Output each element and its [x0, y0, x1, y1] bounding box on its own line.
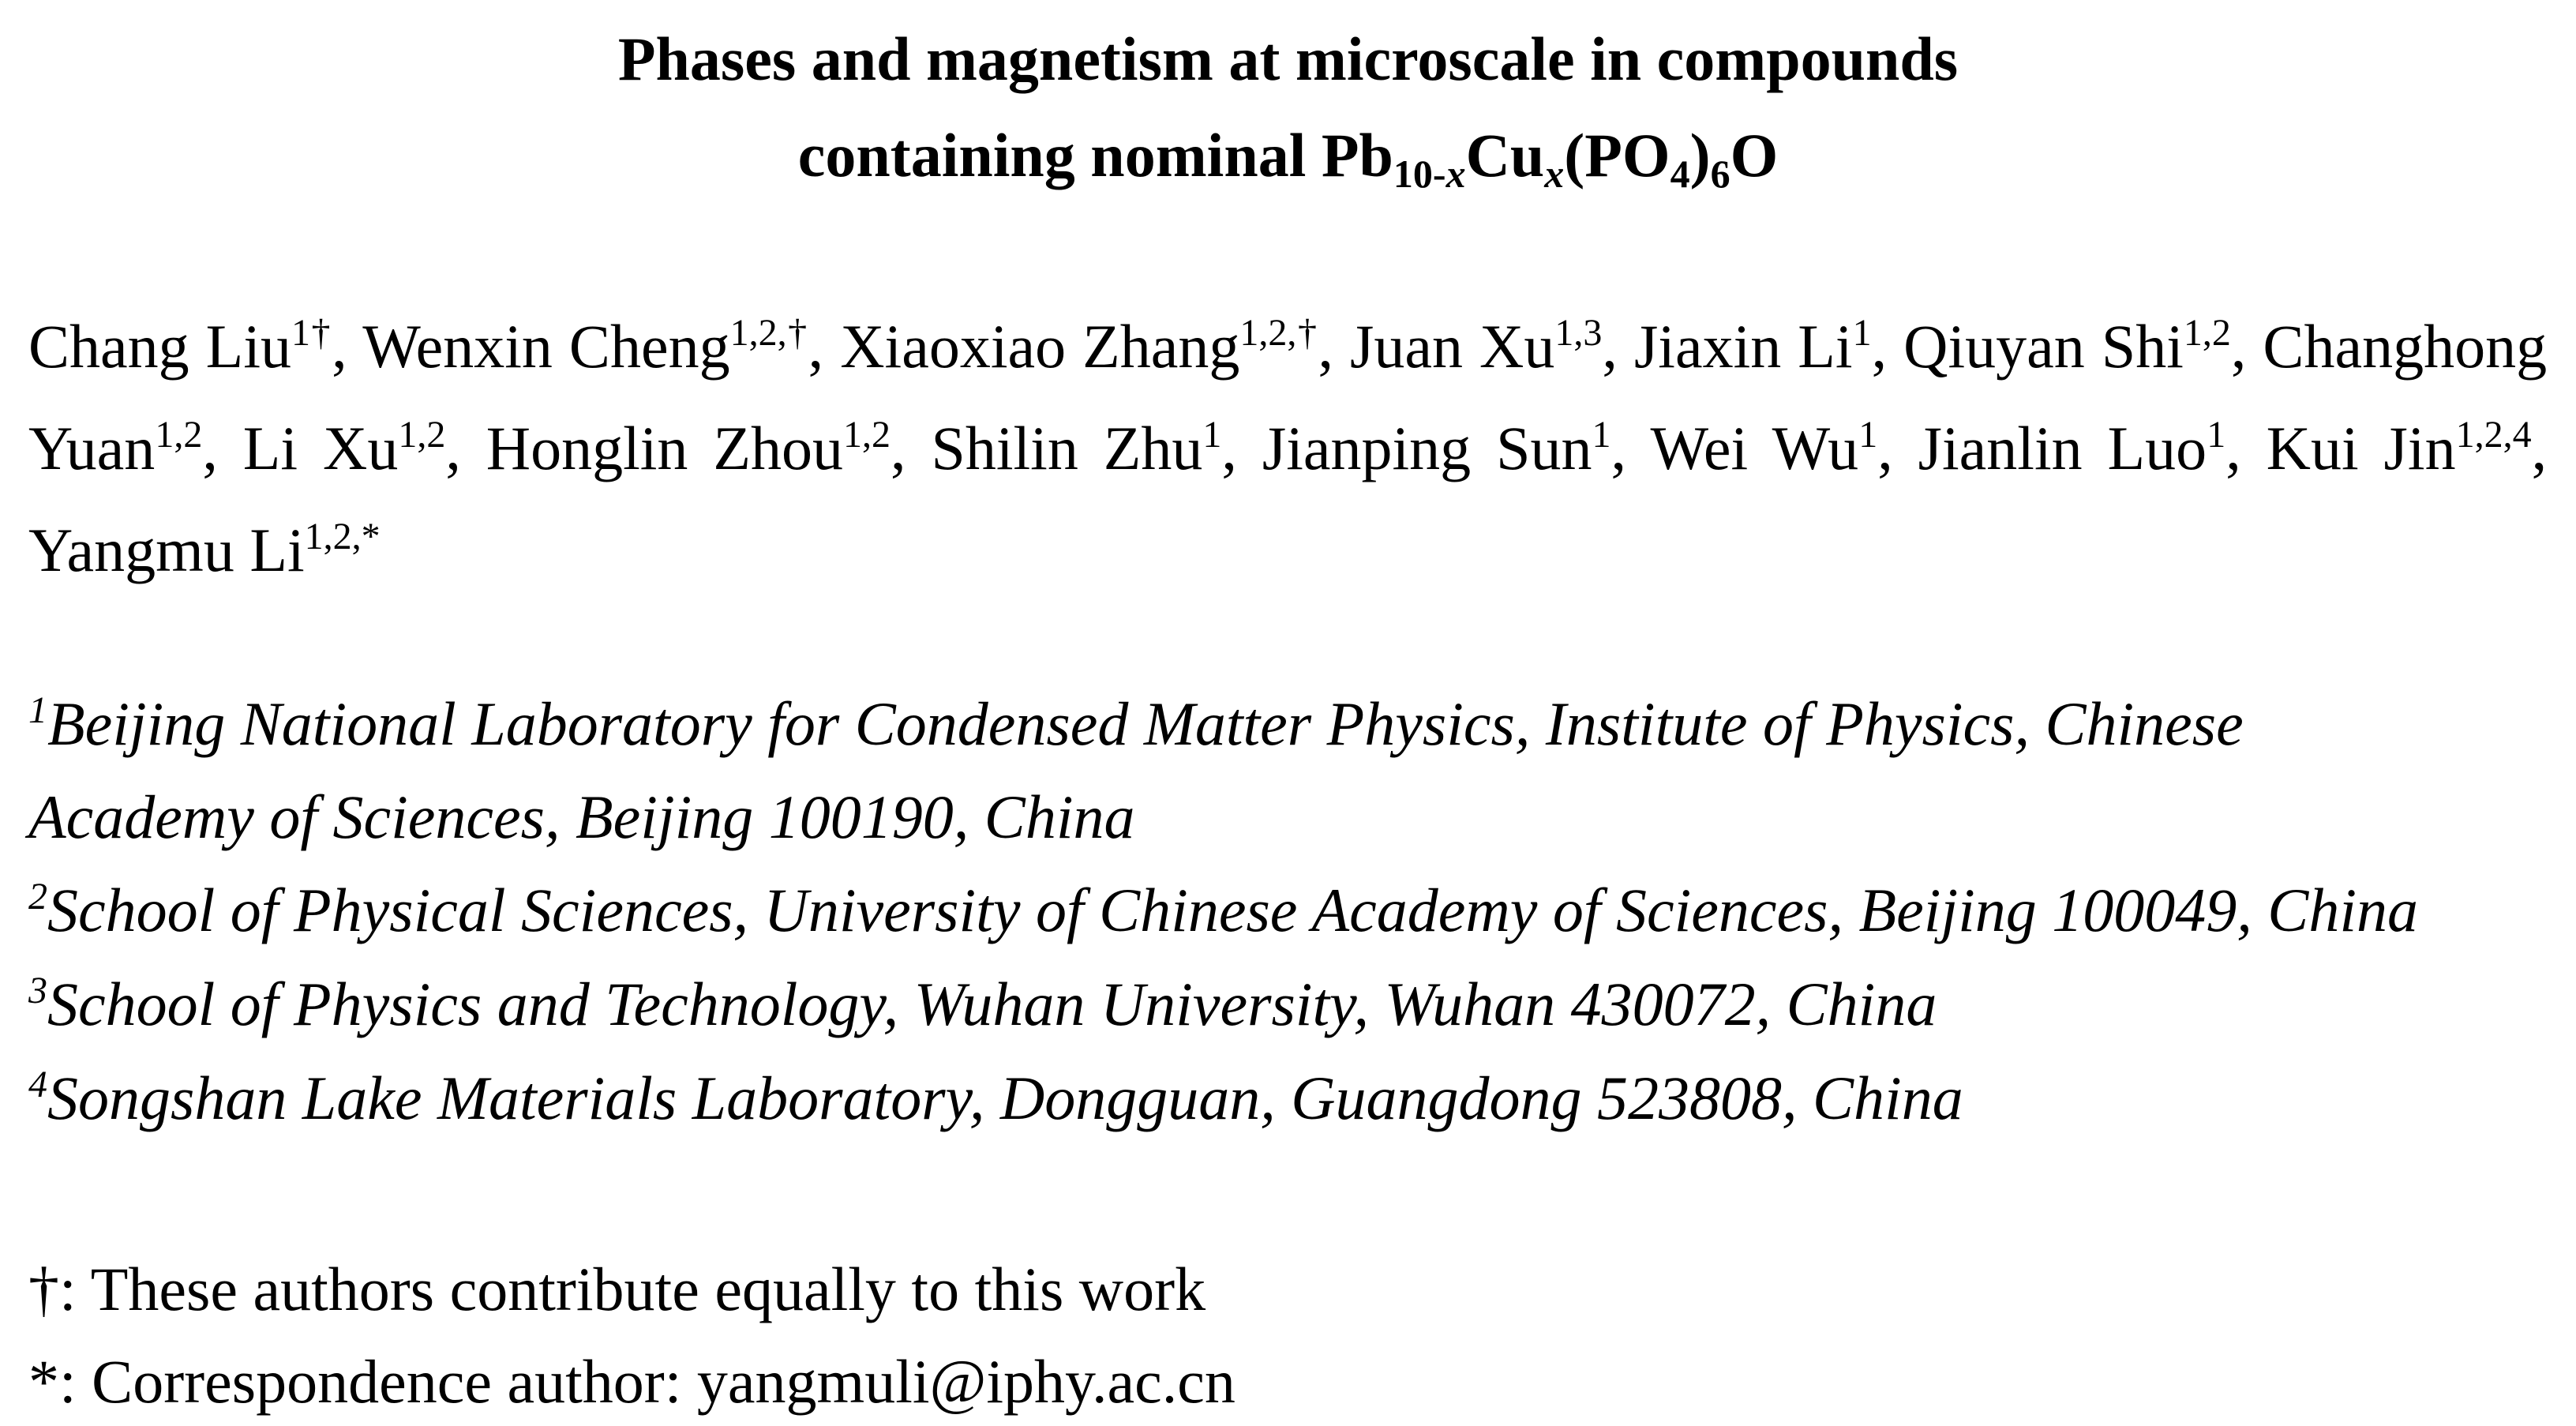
author-affiliation-mark: 1,2,†: [1239, 312, 1318, 354]
affiliation-number: 2: [28, 876, 47, 918]
author-name: Shilin Zhu: [931, 414, 1203, 482]
author-name: Xiaoxiao Zhang: [840, 312, 1240, 381]
pb-subscript: [1393, 152, 1466, 196]
paper-title-line-1: Phases and magnetism at microscale in compounds: [617, 24, 1959, 93]
author-name: Jiaxin Li: [1633, 312, 1853, 381]
author-name: Wenxin Cheng: [362, 312, 730, 381]
title-prefix: containing nominal Pb: [797, 121, 1393, 190]
cu-subscript: [1544, 152, 1564, 196]
author-affiliation-mark: 1,2: [2183, 312, 2231, 354]
author: [28, 516, 381, 584]
paper-title-line-2: [0, 121, 2576, 196]
author: [1651, 414, 1878, 482]
author: [243, 414, 446, 482]
affiliation-1: [28, 689, 2244, 758]
author-affiliation-mark: 1,2: [398, 414, 446, 456]
author-name: Yangmu Li: [28, 516, 305, 584]
affiliation-text: Academy of Sciences, Beijing 100190, China: [28, 782, 1135, 851]
author-name: Juan Xu: [1350, 312, 1555, 381]
pb-subscript-number: 10-: [1393, 152, 1446, 196]
author: [486, 414, 891, 482]
author: [1634, 312, 1872, 381]
author-name: Honglin Zhou: [486, 414, 844, 482]
author-affiliation-mark: 1,2: [843, 414, 891, 456]
equal-contribution-note: †: These authors contribute equally to this work: [28, 1255, 1206, 1323]
author: [362, 312, 808, 381]
affiliation-1-continued: [28, 782, 1135, 851]
author-affiliation-mark: 1,2,†: [729, 312, 808, 354]
pb-subscript-x: x: [1445, 152, 1466, 196]
author-affiliation-mark: 1,2,4: [2455, 414, 2532, 456]
author: [28, 312, 332, 381]
oxygen-symbol: O: [1730, 121, 1779, 190]
author-name: Chang Liu: [28, 312, 291, 381]
author-name: Kui Jin: [2266, 414, 2456, 482]
author: [1918, 414, 2226, 482]
author-name: Changhong Yuan: [28, 312, 2548, 482]
phosphate-close: ): [1689, 121, 1711, 190]
author-name: Wei Wu: [1650, 414, 1859, 482]
author-affiliation-mark: 1: [1858, 414, 1878, 456]
affiliation-4: [28, 1064, 1963, 1132]
affiliation-number: 1: [28, 689, 47, 731]
affiliation-3: [28, 970, 1937, 1038]
affiliation-2: [28, 876, 2418, 944]
author-affiliation-mark: 1: [1202, 414, 1222, 456]
paren-subscript: 6: [1710, 152, 1730, 196]
author-affiliation-mark: 1: [1592, 414, 1611, 456]
author-affiliation-mark: 1: [2207, 414, 2226, 456]
author-affiliation-mark: 1,2: [155, 414, 203, 456]
cu-symbol: Cu: [1465, 121, 1545, 190]
author: [2267, 414, 2532, 482]
affiliation-number: 4: [28, 1064, 47, 1105]
author-name: Jianlin Luo: [1918, 414, 2207, 482]
author: [1350, 312, 1602, 381]
author: [1262, 414, 1611, 482]
cu-subscript-x: x: [1544, 152, 1565, 196]
author-affiliation-mark: 1: [1852, 312, 1872, 354]
affiliation-text: School of Physics and Technology, Wuhan University, Wuhan 430072, China: [47, 970, 1937, 1038]
author: [931, 414, 1221, 482]
author: [840, 312, 1318, 381]
affiliation-number: 3: [28, 970, 47, 1011]
author-name: Li Xu: [242, 414, 399, 482]
author-name: Qiuyan Shi: [1903, 312, 2184, 381]
author-affiliation-mark: 1,3: [1554, 312, 1603, 354]
author-list: Chang Liu$^{1\dagger}$, Wenxin Cheng$^{1,2,\dagger}$, Xiaoxiao Zhang$^{1,2,\dagger}$, Juan Xu$^{1,3}$, Jiaxin Li$^1$, Qiuyan Shi$^{1,2}$, Changhong Yuan$^{1,2}$, Li Xu$^{1,2}$, Honglin Zhou$^{1,2}$, Shilin Zhu$^1$, Jianping Sun$^1$, Wei Wu$^1$, Jianlin Luo$^1$, Kui Jin$^{1,2,4}$, Yangmu $Li^{1,2,*}$: [28, 312, 2548, 584]
author-affiliation-mark: 1,2,*: [304, 516, 381, 557]
phosphate-open: (PO: [1564, 121, 1670, 190]
affiliation-text: Beijing National Laboratory for Condensed Matter Physics, Institute of Physics, Chinese: [47, 689, 2244, 758]
affiliation-text: School of Physical Sciences, University of Chinese Academy of Sciences, Beijing 100049, China: [47, 876, 2418, 944]
affiliation-text: Songshan Lake Materials Laboratory, Dongguan, Guangdong 523808, China: [47, 1064, 1963, 1132]
correspondence-note: *: Correspondence author: yangmuli@iphy.ac.cn: [28, 1347, 1236, 1416]
author-name: Jianping Sun: [1262, 414, 1592, 482]
author: [1903, 312, 2231, 381]
author-affiliation-mark: 1†: [291, 312, 332, 354]
po-subscript: 4: [1670, 152, 1690, 196]
